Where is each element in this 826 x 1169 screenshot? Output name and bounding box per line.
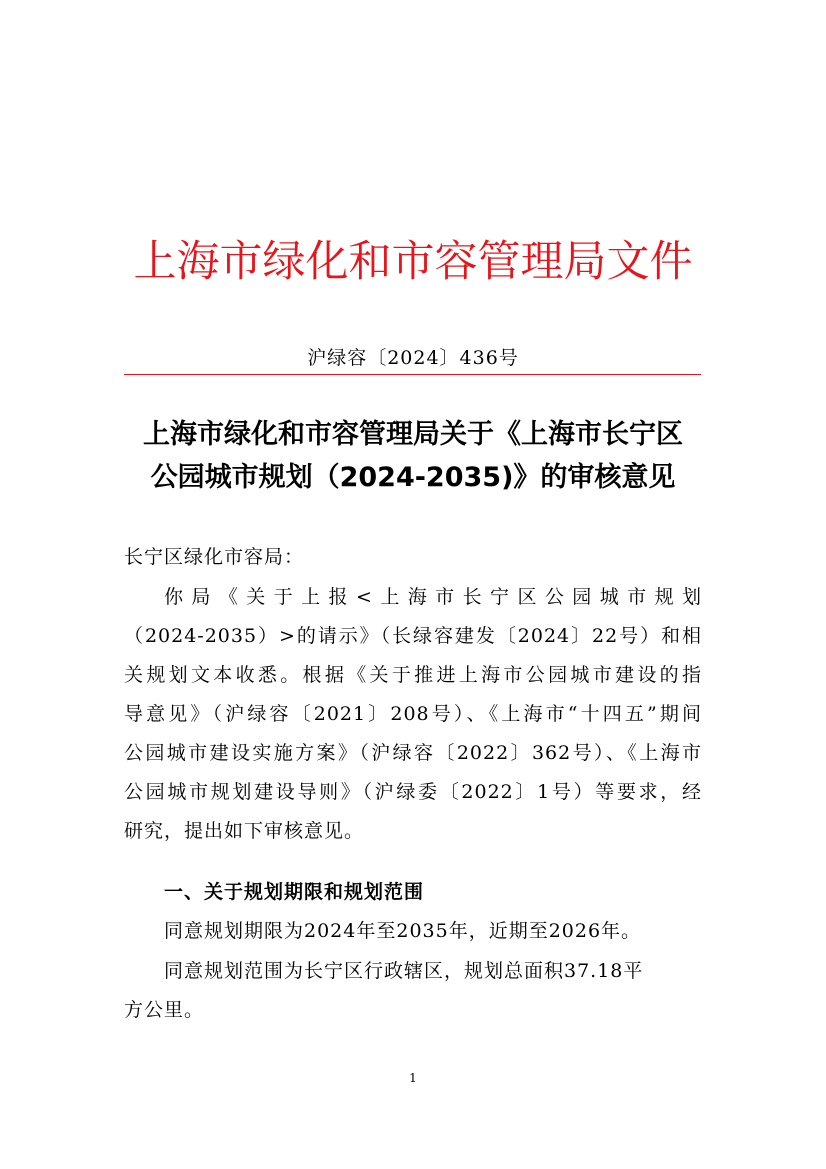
paragraph-1-line: 研究，提出如下审核意见。 [124,820,365,842]
document-number: 沪绿容〔2024〕436号 [307,347,519,369]
page-number: 1 [409,1071,417,1085]
paragraph-1-line: 你局《关于上报<上海市长宁区公园城市规划 [164,586,702,608]
salutation: 长宁区绿化市容局： [124,546,305,568]
paragraph-1-line: 公园城市规划建设导则》（沪绿委〔2022〕1号）等要求，经 [124,781,702,803]
section-1-heading: 一、关于规划期限和规划范围 [164,881,425,903]
section-1-paragraph-2-line: 方公里。 [124,999,205,1021]
section-1-paragraph-2-line: 同意规划范围为长宁区行政辖区，规划总面积37.18平 [164,960,644,982]
paragraph-1-line: （2024-2035）>的请示》（长绿容建发〔2024〕22号）和相 [124,625,702,647]
document-title-line-2: 公园城市规划（2024-2035)》的审核意见 [150,462,676,493]
document-title [110,413,716,499]
paragraph-1-line: 导意见》（沪绿容〔2021〕208号）、《上海市“十四五”期间 [124,703,702,725]
red-divider-line [124,374,701,375]
section-1-paragraph-1: 同意规划期限为2024年至2035年，近期至2026年。 [164,920,642,942]
document-title-line-1: 上海市绿化和市容管理局关于《上海市长宁区 [143,419,683,450]
paragraph-1 [124,578,702,851]
paragraph-1-line: 关规划文本收悉。根据《关于推进上海市公园城市建设的指 [124,664,702,686]
paragraph-1-line: 公园城市建设实施方案》（沪绿容〔2022〕362号）、《上海市 [124,742,702,764]
agency-header-title: 上海市绿化和市容管理局文件 [133,237,693,287]
section-1-paragraph-2 [124,952,702,1030]
